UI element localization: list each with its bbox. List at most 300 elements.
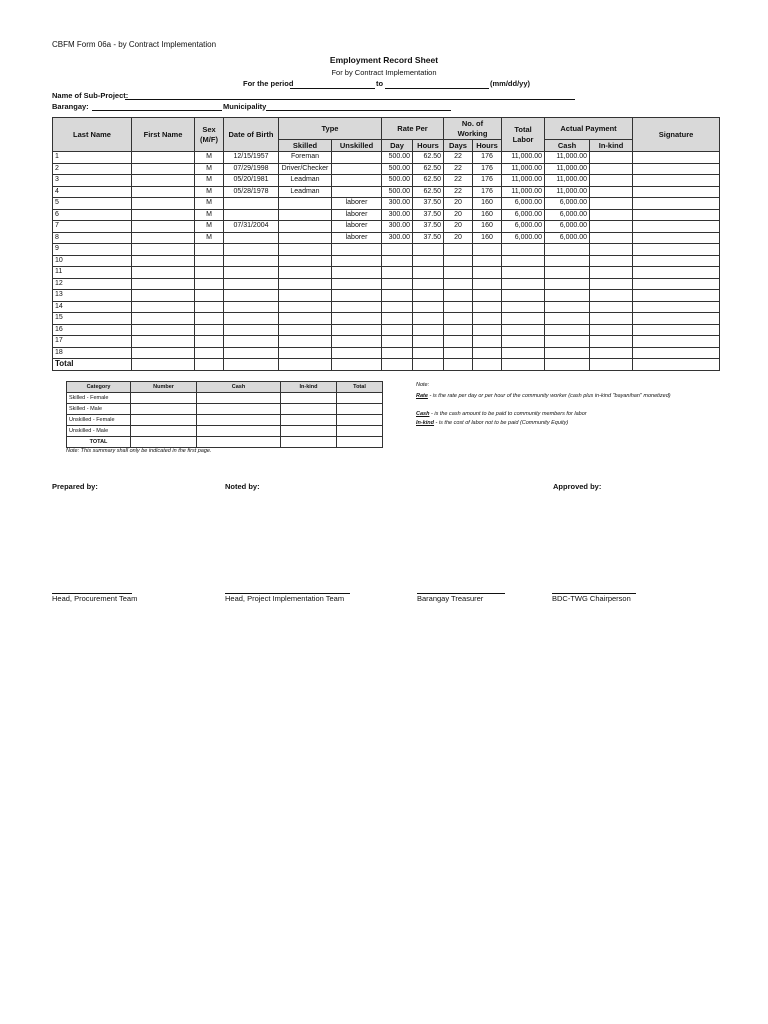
unskilled-cell[interactable]: laborer	[332, 198, 382, 210]
working-hours-cell[interactable]	[473, 244, 502, 256]
summary-cell[interactable]	[131, 426, 197, 437]
working-hours-cell[interactable]: 176	[473, 152, 502, 164]
working-hours-cell[interactable]: 160	[473, 232, 502, 244]
sex-cell[interactable]: M	[195, 175, 224, 187]
skilled-cell[interactable]	[279, 209, 332, 221]
dob-cell[interactable]: 07/31/2004	[224, 221, 279, 233]
rate-day-cell[interactable]	[382, 255, 413, 267]
dob-cell[interactable]	[224, 255, 279, 267]
rate-hour-cell[interactable]: 37.50	[413, 198, 444, 210]
working-hours-cell[interactable]	[473, 324, 502, 336]
first-name-cell[interactable]	[132, 347, 195, 359]
dob-cell[interactable]	[224, 324, 279, 336]
rate-day-cell[interactable]	[382, 290, 413, 302]
first-name-cell[interactable]	[132, 301, 195, 313]
signature-cell[interactable]	[633, 336, 720, 348]
working-hours-cell[interactable]	[473, 255, 502, 267]
working-hours-cell[interactable]: 176	[473, 186, 502, 198]
rate-hour-cell[interactable]	[413, 267, 444, 279]
cash-cell[interactable]: 11,000.00	[545, 175, 590, 187]
inkind-cell[interactable]	[590, 278, 633, 290]
rate-hour-cell[interactable]: 37.50	[413, 209, 444, 221]
total-labor-cell[interactable]	[502, 313, 545, 325]
signature-cell[interactable]	[633, 278, 720, 290]
skilled-cell[interactable]: Leadman	[279, 186, 332, 198]
rate-day-cell[interactable]: 500.00	[382, 163, 413, 175]
header-signature: Signature	[633, 118, 720, 152]
dob-cell[interactable]	[224, 232, 279, 244]
first-name-cell[interactable]	[132, 175, 195, 187]
treasurer-name: Barangay Treasurer	[417, 594, 484, 603]
working-hours-cell[interactable]: 160	[473, 198, 502, 210]
first-name-cell[interactable]	[132, 290, 195, 302]
rate-day-cell[interactable]	[382, 347, 413, 359]
summary-cell[interactable]	[197, 404, 281, 415]
row-number: 10	[53, 255, 132, 267]
working-hours-cell[interactable]	[473, 336, 502, 348]
working-hours-cell[interactable]	[473, 301, 502, 313]
working-hours-cell[interactable]: 176	[473, 175, 502, 187]
table-row	[53, 290, 720, 302]
signature-cell[interactable]	[633, 163, 720, 175]
sex-cell[interactable]	[195, 347, 224, 359]
signature-cell[interactable]	[633, 152, 720, 164]
note-cash: Cash - is the cash amount to be paid to community members for labor	[416, 411, 587, 417]
skilled-cell[interactable]	[279, 232, 332, 244]
subproject-label: Name of Sub-Project:	[52, 91, 129, 100]
rate-hour-cell[interactable]	[413, 313, 444, 325]
sex-cell[interactable]: M	[195, 186, 224, 198]
table-row	[53, 209, 720, 221]
first-name-cell[interactable]	[132, 209, 195, 221]
barangay-line[interactable]	[92, 110, 222, 111]
rate-day-cell[interactable]	[382, 267, 413, 279]
sex-cell[interactable]: M	[195, 221, 224, 233]
sex-cell[interactable]	[195, 278, 224, 290]
skilled-cell[interactable]	[279, 336, 332, 348]
skilled-cell[interactable]	[279, 324, 332, 336]
dob-cell[interactable]	[224, 267, 279, 279]
summary-cell[interactable]	[337, 393, 383, 404]
inkind-cell[interactable]	[590, 313, 633, 325]
form-title: Employment Record Sheet	[329, 55, 439, 65]
skilled-cell[interactable]: Foreman	[279, 152, 332, 164]
chairperson-name: BDC-TWG Chairperson	[552, 594, 631, 603]
summary-cell[interactable]	[337, 415, 383, 426]
sex-cell[interactable]: M	[195, 152, 224, 164]
rate-day-cell[interactable]: 300.00	[382, 232, 413, 244]
working-days-cell[interactable]: 20	[444, 209, 473, 221]
rate-day-cell[interactable]: 500.00	[382, 175, 413, 187]
row-number: 9	[53, 244, 132, 256]
sex-cell[interactable]: M	[195, 198, 224, 210]
cash-cell[interactable]	[545, 336, 590, 348]
summary-footnote: Note: This summary shall only be indicated in the first page.	[66, 448, 212, 454]
summary-cell[interactable]	[337, 404, 383, 415]
total-labor-cell[interactable]: 11,000.00	[502, 175, 545, 187]
inkind-cell[interactable]	[590, 324, 633, 336]
unskilled-cell[interactable]	[332, 313, 382, 325]
signature-cell[interactable]	[633, 255, 720, 267]
dob-cell[interactable]: 07/29/1998	[224, 163, 279, 175]
skilled-cell[interactable]: Leadman	[279, 175, 332, 187]
rate-day-cell[interactable]: 500.00	[382, 152, 413, 164]
rate-hour-cell[interactable]	[413, 324, 444, 336]
table-row	[53, 232, 720, 244]
sex-cell[interactable]	[195, 313, 224, 325]
summary-cell[interactable]	[197, 415, 281, 426]
signature-cell[interactable]	[633, 221, 720, 233]
working-days-cell[interactable]: 20	[444, 198, 473, 210]
sex-cell[interactable]	[195, 290, 224, 302]
summary-cell[interactable]	[281, 404, 337, 415]
dob-cell[interactable]: 12/15/1957	[224, 152, 279, 164]
inkind-cell[interactable]	[590, 175, 633, 187]
rate-day-cell[interactable]: 300.00	[382, 209, 413, 221]
inkind-cell[interactable]	[590, 301, 633, 313]
rate-hour-cell[interactable]: 62.50	[413, 152, 444, 164]
first-name-cell[interactable]	[132, 244, 195, 256]
signature-cell[interactable]	[633, 209, 720, 221]
total-labor-cell[interactable]	[502, 244, 545, 256]
rate-day-cell[interactable]	[382, 313, 413, 325]
total-labor-cell[interactable]	[502, 336, 545, 348]
period-from-line[interactable]	[290, 88, 375, 89]
total-labor-cell[interactable]: 6,000.00	[502, 232, 545, 244]
working-days-cell[interactable]: 20	[444, 221, 473, 233]
header-sex: Sex (M/F)	[195, 118, 224, 152]
first-name-cell[interactable]	[132, 232, 195, 244]
dob-cell[interactable]	[224, 244, 279, 256]
signature-cell[interactable]	[633, 232, 720, 244]
period-to-label: to	[376, 79, 384, 88]
working-hours-cell[interactable]	[473, 313, 502, 325]
total-labor-cell[interactable]	[502, 347, 545, 359]
inkind-cell[interactable]	[590, 336, 633, 348]
row-number: 14	[53, 301, 132, 313]
form-subtitle: For by Contract Implementation	[331, 68, 437, 77]
skilled-cell[interactable]: Driver/Checker	[279, 163, 332, 175]
signature-cell[interactable]	[633, 301, 720, 313]
first-name-cell[interactable]	[132, 267, 195, 279]
row-number: 18	[53, 347, 132, 359]
unskilled-cell[interactable]	[332, 324, 382, 336]
first-name-cell[interactable]	[132, 255, 195, 267]
table-row	[53, 278, 720, 290]
cash-cell[interactable]: 6,000.00	[545, 221, 590, 233]
total-labor-cell[interactable]: 6,000.00	[502, 209, 545, 221]
dob-cell[interactable]: 05/28/1978	[224, 186, 279, 198]
working-days-cell[interactable]	[444, 301, 473, 313]
rate-hour-cell[interactable]	[413, 244, 444, 256]
rate-hour-cell[interactable]	[413, 278, 444, 290]
first-name-cell[interactable]	[132, 336, 195, 348]
dob-cell[interactable]	[224, 313, 279, 325]
header-type: Type	[279, 118, 382, 140]
inkind-cell[interactable]	[590, 221, 633, 233]
total-labor-cell[interactable]: 11,000.00	[502, 186, 545, 198]
summary-header-number: Number	[131, 382, 197, 393]
summary-cell[interactable]	[281, 415, 337, 426]
note-inkind: In-kind - is the cost of labor not to be paid (Community Equity)	[416, 420, 569, 426]
summary-cell[interactable]	[281, 426, 337, 437]
skilled-cell[interactable]	[279, 244, 332, 256]
summary-cell[interactable]	[131, 393, 197, 404]
notes-block	[416, 381, 746, 428]
first-name-cell[interactable]	[132, 221, 195, 233]
rate-day-cell[interactable]: 300.00	[382, 221, 413, 233]
row-number: 4	[53, 186, 132, 198]
dob-cell[interactable]	[224, 290, 279, 302]
total-labor-cell[interactable]	[502, 267, 545, 279]
cash-cell[interactable]: 6,000.00	[545, 209, 590, 221]
inkind-cell[interactable]	[590, 209, 633, 221]
summary-cell[interactable]	[281, 393, 337, 404]
table-row	[53, 198, 720, 210]
first-name-cell[interactable]	[132, 152, 195, 164]
inkind-cell[interactable]	[590, 198, 633, 210]
header-inkind: In-kind	[590, 140, 633, 152]
subproject-line[interactable]	[125, 99, 575, 100]
summary-cell[interactable]	[337, 426, 383, 437]
prepared-by-label: Prepared by:	[52, 482, 98, 491]
total-labor-cell[interactable]	[502, 255, 545, 267]
sex-cell[interactable]	[195, 324, 224, 336]
row-number: 2	[53, 163, 132, 175]
total-labor-cell[interactable]	[502, 301, 545, 313]
sex-cell[interactable]	[195, 244, 224, 256]
inkind-cell[interactable]	[590, 267, 633, 279]
summary-category: Unskilled - Male	[67, 426, 131, 437]
working-hours-cell[interactable]: 160	[473, 221, 502, 233]
cash-cell[interactable]	[545, 278, 590, 290]
rate-day-cell[interactable]	[382, 336, 413, 348]
working-hours-cell[interactable]	[473, 290, 502, 302]
sex-cell[interactable]: M	[195, 163, 224, 175]
total-labor-cell[interactable]: 6,000.00	[502, 221, 545, 233]
working-days-cell[interactable]	[444, 290, 473, 302]
working-days-cell[interactable]	[444, 244, 473, 256]
first-name-cell[interactable]	[132, 186, 195, 198]
rate-hour-cell[interactable]	[413, 255, 444, 267]
inkind-cell[interactable]	[590, 163, 633, 175]
skilled-cell[interactable]	[279, 290, 332, 302]
inkind-cell[interactable]	[590, 152, 633, 164]
dob-cell[interactable]	[224, 301, 279, 313]
municipality-line[interactable]	[266, 110, 451, 111]
working-days-cell[interactable]: 20	[444, 232, 473, 244]
rate-hour-cell[interactable]: 37.50	[413, 221, 444, 233]
skilled-cell[interactable]	[279, 313, 332, 325]
working-days-cell[interactable]	[444, 313, 473, 325]
rate-hour-cell[interactable]: 62.50	[413, 163, 444, 175]
working-hours-cell[interactable]: 160	[473, 209, 502, 221]
inkind-cell[interactable]	[590, 186, 633, 198]
unskilled-cell[interactable]	[332, 347, 382, 359]
total-labor-cell[interactable]	[502, 278, 545, 290]
table-row	[53, 336, 720, 348]
rate-hour-cell[interactable]	[413, 290, 444, 302]
working-days-cell[interactable]	[444, 324, 473, 336]
working-days-cell[interactable]: 22	[444, 163, 473, 175]
skilled-cell[interactable]	[279, 267, 332, 279]
unskilled-cell[interactable]	[332, 186, 382, 198]
sex-cell[interactable]	[195, 336, 224, 348]
rate-hour-cell[interactable]: 37.50	[413, 232, 444, 244]
skilled-cell[interactable]	[279, 198, 332, 210]
row-number: 11	[53, 267, 132, 279]
signature-cell[interactable]	[633, 186, 720, 198]
cash-cell[interactable]	[545, 324, 590, 336]
sex-cell[interactable]	[195, 267, 224, 279]
notes-heading: Note:	[416, 382, 430, 388]
inkind-cell[interactable]	[590, 290, 633, 302]
unskilled-cell[interactable]: laborer	[332, 209, 382, 221]
summary-category: Skilled - Male	[67, 404, 131, 415]
rate-day-cell[interactable]: 300.00	[382, 198, 413, 210]
signature-cell[interactable]	[633, 244, 720, 256]
unskilled-cell[interactable]	[332, 152, 382, 164]
working-days-cell[interactable]: 22	[444, 186, 473, 198]
table-row	[53, 267, 720, 279]
dob-cell[interactable]	[224, 209, 279, 221]
working-hours-cell[interactable]	[473, 347, 502, 359]
dob-cell[interactable]	[224, 347, 279, 359]
unskilled-cell[interactable]	[332, 336, 382, 348]
unskilled-cell[interactable]	[332, 290, 382, 302]
working-days-cell[interactable]	[444, 278, 473, 290]
period-to-line[interactable]	[385, 88, 489, 89]
rate-hour-cell[interactable]	[413, 301, 444, 313]
table-row	[53, 163, 720, 175]
summary-cell[interactable]	[131, 404, 197, 415]
rate-day-cell[interactable]	[382, 244, 413, 256]
dob-cell[interactable]	[224, 278, 279, 290]
working-hours-cell[interactable]	[473, 267, 502, 279]
unskilled-cell[interactable]	[332, 255, 382, 267]
unskilled-cell[interactable]	[332, 278, 382, 290]
table-row	[53, 221, 720, 233]
cash-cell[interactable]: 11,000.00	[545, 186, 590, 198]
summary-cell[interactable]	[197, 426, 281, 437]
cash-cell[interactable]: 11,000.00	[545, 152, 590, 164]
sex-cell[interactable]	[195, 301, 224, 313]
working-days-cell[interactable]	[444, 347, 473, 359]
summary-row	[67, 393, 383, 404]
cash-cell[interactable]	[545, 255, 590, 267]
rate-day-cell[interactable]	[382, 278, 413, 290]
total-labor-cell[interactable]	[502, 290, 545, 302]
header-unskilled: Unskilled	[332, 140, 382, 152]
first-name-cell[interactable]	[132, 198, 195, 210]
table-row	[53, 313, 720, 325]
first-name-cell[interactable]	[132, 163, 195, 175]
cash-cell[interactable]	[545, 301, 590, 313]
skilled-cell[interactable]	[279, 255, 332, 267]
skilled-cell[interactable]	[279, 221, 332, 233]
total-row	[53, 359, 720, 371]
skilled-cell[interactable]	[279, 301, 332, 313]
cash-cell[interactable]	[545, 290, 590, 302]
unskilled-cell[interactable]: laborer	[332, 232, 382, 244]
unskilled-cell[interactable]	[332, 244, 382, 256]
rate-hour-cell[interactable]	[413, 347, 444, 359]
form-code: CBFM Form 06a - by Contract Implementation	[52, 40, 217, 49]
header-actual-payment: Actual Payment	[545, 118, 633, 140]
first-name-cell[interactable]	[132, 324, 195, 336]
signature-cell[interactable]	[633, 324, 720, 336]
working-days-cell[interactable]	[444, 336, 473, 348]
working-days-cell[interactable]: 22	[444, 152, 473, 164]
sex-cell[interactable]	[195, 255, 224, 267]
inkind-cell[interactable]	[590, 255, 633, 267]
total-labor-cell[interactable]: 11,000.00	[502, 152, 545, 164]
first-name-cell[interactable]	[132, 313, 195, 325]
summary-header-inkind: In-kind	[281, 382, 337, 393]
total-labor-cell[interactable]: 6,000.00	[502, 198, 545, 210]
summary-cell[interactable]	[197, 393, 281, 404]
working-days-cell[interactable]	[444, 255, 473, 267]
signature-cell[interactable]	[633, 175, 720, 187]
rate-day-cell[interactable]	[382, 301, 413, 313]
rate-day-cell[interactable]	[382, 324, 413, 336]
working-hours-cell[interactable]: 176	[473, 163, 502, 175]
working-hours-cell[interactable]	[473, 278, 502, 290]
municipality-label: Municipality	[223, 102, 267, 111]
unskilled-cell[interactable]	[332, 163, 382, 175]
rate-hour-cell[interactable]	[413, 336, 444, 348]
inkind-cell[interactable]	[590, 232, 633, 244]
rate-hour-cell[interactable]: 62.50	[413, 186, 444, 198]
cash-cell[interactable]: 6,000.00	[545, 198, 590, 210]
first-name-cell[interactable]	[132, 278, 195, 290]
rate-day-cell[interactable]: 500.00	[382, 186, 413, 198]
unskilled-cell[interactable]	[332, 267, 382, 279]
inkind-cell[interactable]	[590, 347, 633, 359]
signature-cell[interactable]	[633, 313, 720, 325]
cash-cell[interactable]	[545, 267, 590, 279]
header-working: No. of Working	[444, 118, 502, 140]
cash-cell[interactable]	[545, 313, 590, 325]
total-labor-cell[interactable]: 11,000.00	[502, 163, 545, 175]
unskilled-cell[interactable]	[332, 175, 382, 187]
signature-cell[interactable]	[633, 198, 720, 210]
skilled-cell[interactable]	[279, 278, 332, 290]
summary-cell[interactable]	[131, 415, 197, 426]
working-days-cell[interactable]: 22	[444, 175, 473, 187]
dob-cell[interactable]	[224, 336, 279, 348]
sex-cell[interactable]: M	[195, 232, 224, 244]
noted-by-label: Noted by:	[225, 482, 260, 491]
dob-cell[interactable]	[224, 198, 279, 210]
cash-cell[interactable]	[545, 347, 590, 359]
skilled-cell[interactable]	[279, 347, 332, 359]
inkind-cell[interactable]	[590, 244, 633, 256]
cash-cell[interactable]	[545, 244, 590, 256]
unskilled-cell[interactable]: laborer	[332, 221, 382, 233]
signature-cell[interactable]	[633, 347, 720, 359]
cash-cell[interactable]: 11,000.00	[545, 163, 590, 175]
signature-cell[interactable]	[633, 290, 720, 302]
rate-hour-cell[interactable]: 62.50	[413, 175, 444, 187]
cash-cell[interactable]: 6,000.00	[545, 232, 590, 244]
working-days-cell[interactable]	[444, 267, 473, 279]
signature-cell[interactable]	[633, 267, 720, 279]
sex-cell[interactable]: M	[195, 209, 224, 221]
unskilled-cell[interactable]	[332, 301, 382, 313]
total-labor-cell[interactable]	[502, 324, 545, 336]
dob-cell[interactable]: 05/20/1981	[224, 175, 279, 187]
